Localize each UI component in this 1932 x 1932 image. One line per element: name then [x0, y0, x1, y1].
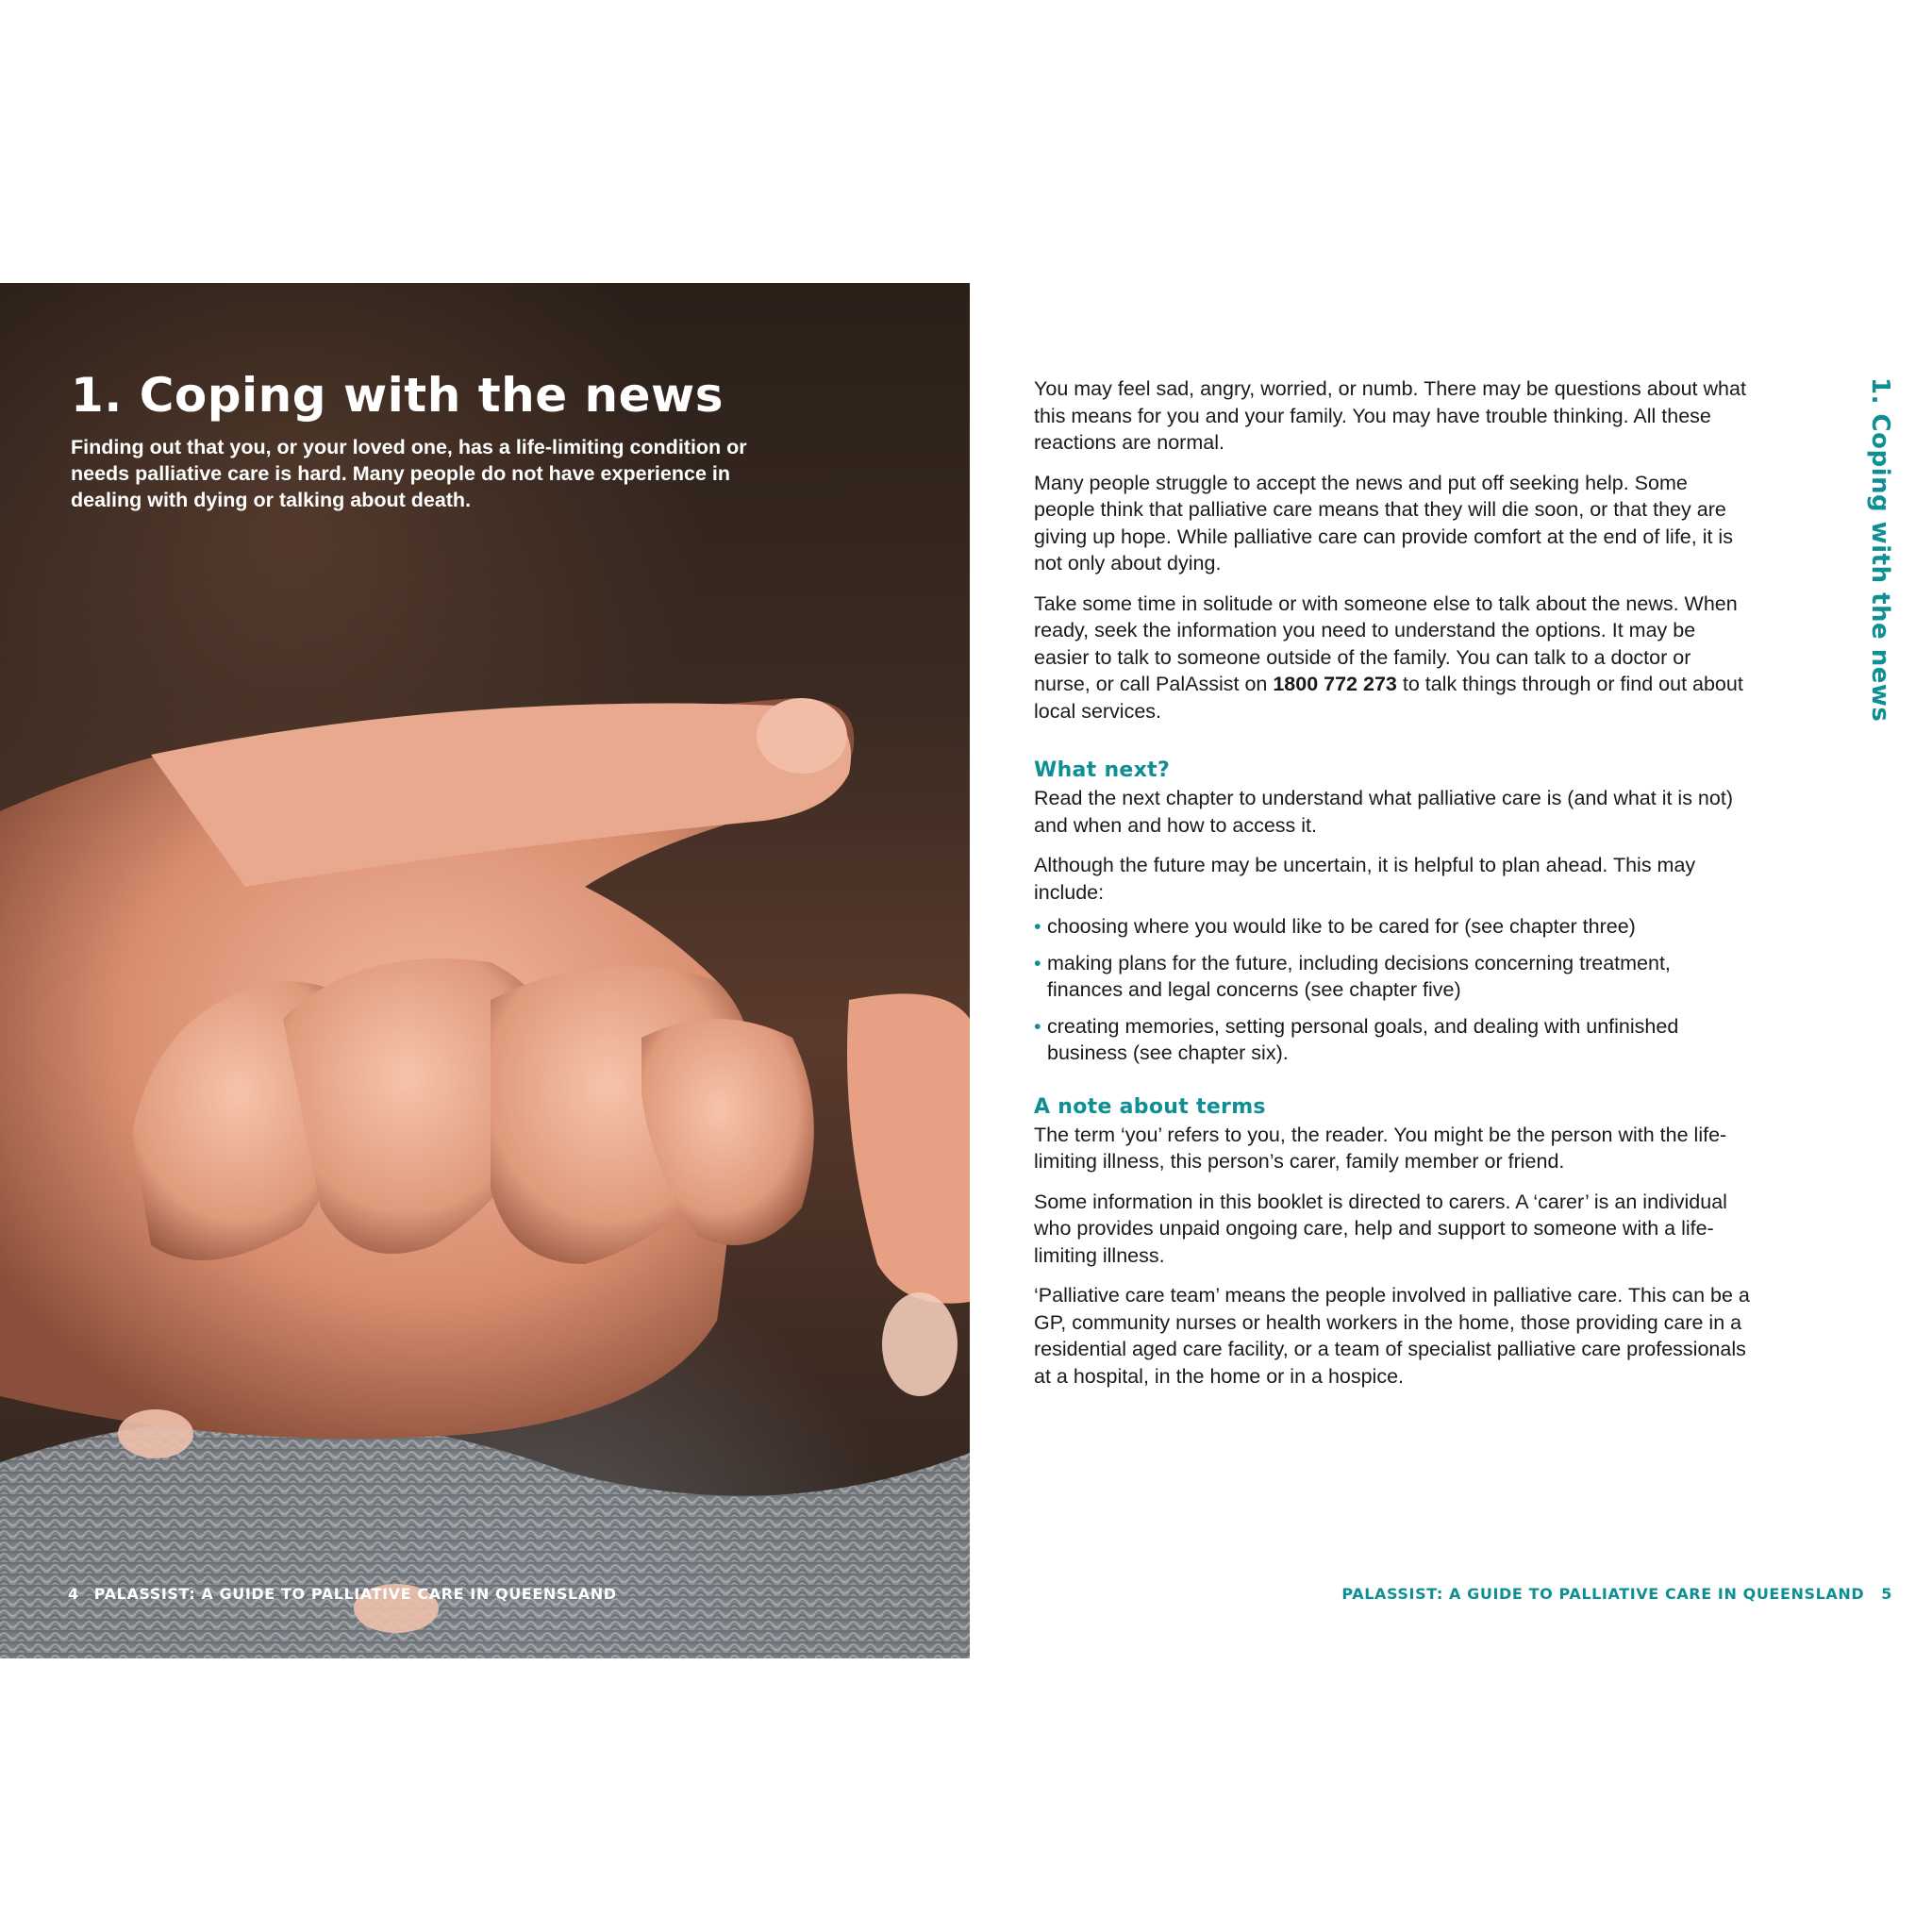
page-number: 4: [68, 1585, 79, 1603]
phone-number: 1800 772 273: [1273, 673, 1397, 695]
body-paragraph: Read the next chapter to understand what palliative care is (and what it is not) and when and how to access it.: [1034, 787, 1733, 837]
running-footer-text: PALASSIST: A GUIDE TO PALLIATIVE CARE IN QUEENSLAND: [1341, 1585, 1865, 1603]
body-paragraph-contact: [1034, 591, 1751, 725]
left-page-footer: [68, 1585, 617, 1603]
intro-paragraph: Finding out that you, or your loved one, has a life-limiting condition or needs palliative care is hard. Many people do not have experience in dealing with dying or talking about death.: [71, 436, 747, 511]
page-number: 5: [1881, 1585, 1892, 1603]
body-paragraph: Some information in this booklet is directed to carers. A ‘carer’ is an individual who provides unpaid ongoing care, help and support to someone with a life-limiting illness.: [1034, 1190, 1727, 1267]
book-spread: [0, 283, 1932, 1658]
body-paragraph: You may feel sad, angry, worried, or numb. There may be questions about what this means for you and your family. You may have trouble thinking. All these reactions are normal.: [1034, 377, 1746, 454]
chapter-side-tab: 1. Coping with the news: [1866, 377, 1894, 723]
list-item: • creating memories, setting personal goals, and dealing with unfinished business (see chapter six).: [1034, 1014, 1679, 1064]
body-text-column: [1034, 375, 1751, 1403]
list-item: • choosing where you would like to be cared for (see chapter three): [1034, 913, 1751, 941]
body-paragraph: ‘Palliative care team’ means the people involved in palliative care. This can be a GP, community nurses or health workers in the home, those providing care in a residential aged care facility, or a team of specialist palliative care professionals at a hospital, in the home or in a hospice.: [1034, 1284, 1750, 1388]
plan-ahead-list: [1034, 913, 1751, 1067]
page-title: 1. Coping with the news: [71, 368, 724, 423]
bullet-icon: •: [1034, 1014, 1041, 1038]
right-page-footer: [1341, 1585, 1892, 1603]
right-page: [970, 283, 1932, 1658]
contact-text-before: Take some time in solitude or with someone else to talk about the news. When ready, seek the information you need to understand the options. It may be easier to talk to someone outside of the family. You can talk to a doctor or nurse, or call PalAssist on: [1034, 591, 1738, 695]
left-page: [0, 283, 970, 1658]
body-paragraph: The term ‘you’ refers to you, the reader. You might be the person with the life-limiting illness, this person’s carer, family member or friend.: [1034, 1123, 1727, 1173]
bullet-icon: •: [1034, 951, 1041, 974]
list-item: • making plans for the future, including decisions concerning treatment, finances and legal concerns (see chapter five): [1034, 951, 1671, 1001]
running-footer-text: PALASSIST: A GUIDE TO PALLIATIVE CARE IN QUEENSLAND: [93, 1585, 617, 1603]
body-paragraph: Although the future may be uncertain, it is helpful to plan ahead. This may include:: [1034, 854, 1696, 904]
bullet-icon: •: [1034, 915, 1041, 938]
section-heading-what-next: What next?: [1034, 758, 1171, 782]
contact-text-after: to talk things through or find out about local services.: [1034, 673, 1743, 723]
body-paragraph: Many people struggle to accept the news and put off seeking help. Some people think that palliative care means that they will die soon, or that they are giving up hope. While palliative care can provide comfort at the end of life, it is not only about dying.: [1034, 471, 1733, 575]
section-heading-terms: A note about terms: [1034, 1094, 1266, 1119]
